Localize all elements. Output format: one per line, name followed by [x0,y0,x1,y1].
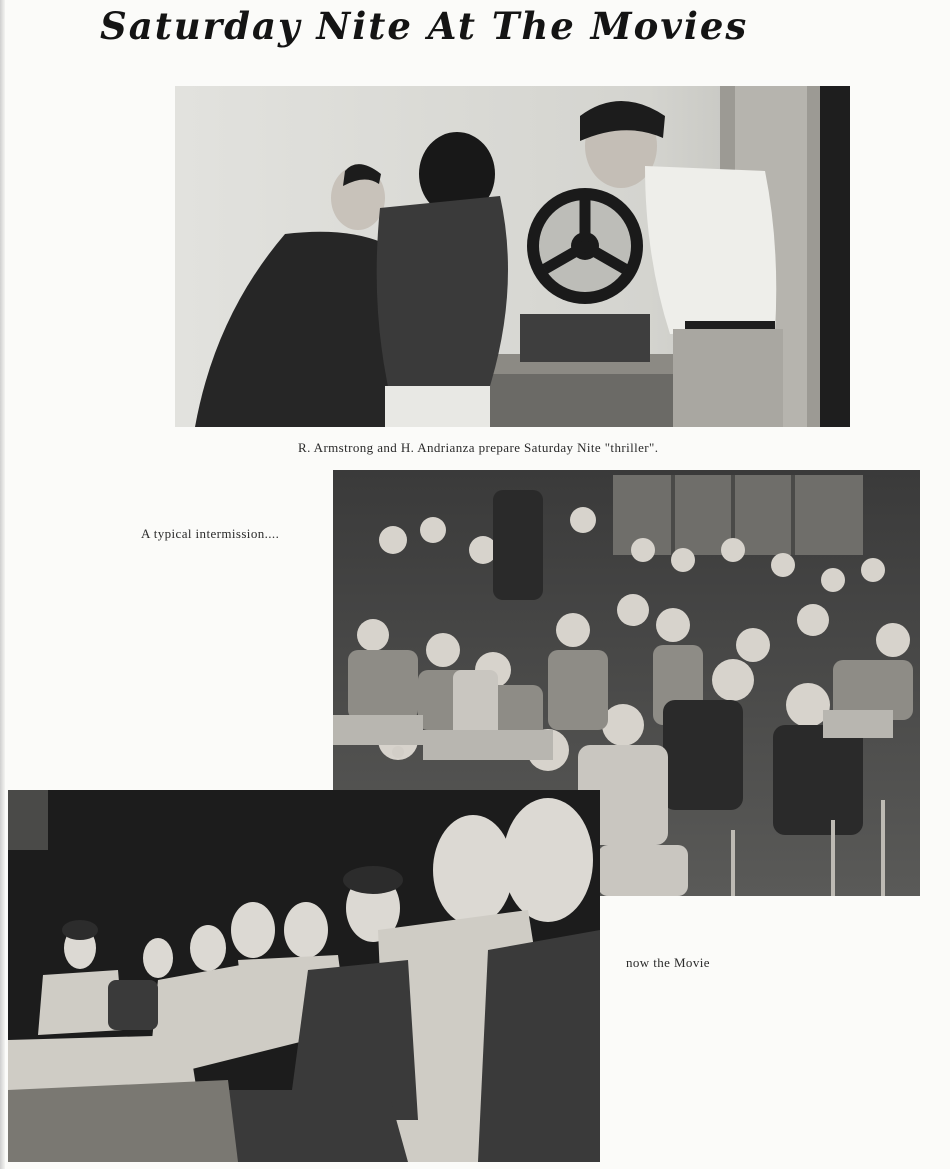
intermission-caption: A typical intermission.... [141,526,280,541]
page-title: Saturday Nite At The Movies [100,4,749,48]
binding-edge [0,0,5,1169]
projector-photo [175,86,850,427]
movie-audience-photo [8,790,600,1162]
movie-caption: now the Movie [626,955,710,970]
projector-caption: R. Armstrong and H. Andrianza prepare Saturday Nite "thriller". [298,440,659,455]
